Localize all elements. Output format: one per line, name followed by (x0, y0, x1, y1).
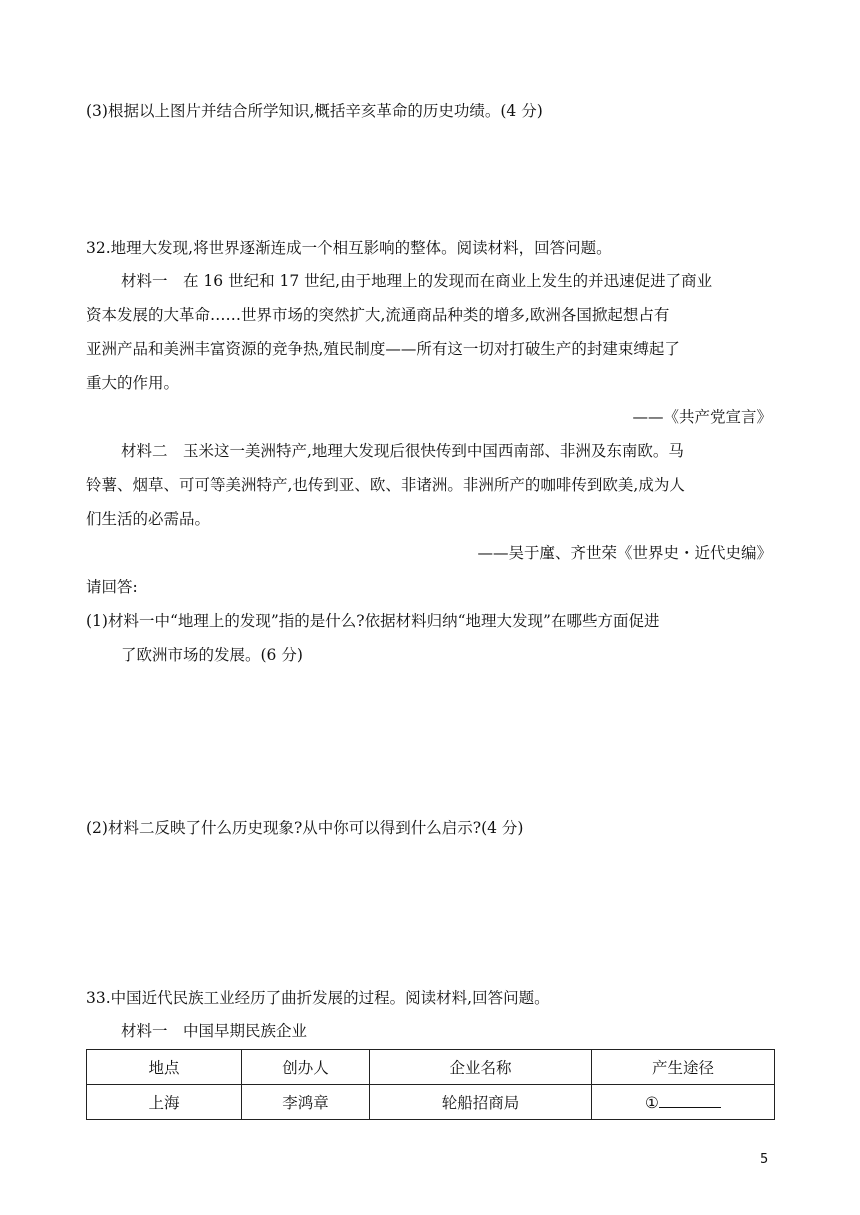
q32-sub2: (2)材料二反映了什么历史现象?从中你可以得到什么启示?(4 分) (86, 819, 524, 837)
q32-material2-line2: 铃薯、烟草、可可等美洲特产,也传到亚、欧、非诸洲。非洲所产的咖啡传到欧美,成为人 (86, 476, 685, 494)
q31-sub3: (3)根据以上图片并结合所学知识,概括辛亥革命的历史功绩。(4 分) (86, 102, 543, 120)
page-number: 5 (760, 1152, 769, 1167)
table-cell-answer[interactable] (592, 1085, 775, 1120)
enterprise-table (86, 1049, 775, 1120)
q32-ask: 请回答: (86, 578, 138, 596)
q32-material1-line4: 重大的作用。 (86, 374, 180, 392)
table-header-row (87, 1050, 775, 1085)
table-header-cell: 企业名称 (370, 1050, 592, 1085)
q32-material2-line3: 们生活的必需品。 (86, 510, 211, 528)
q32-material1-line3: 亚洲产品和美洲丰富资源的竞争热,殖民制度——所有这一切对打破生产的封建束缚起了 (86, 340, 680, 358)
table-cell: 轮船招商局 (370, 1085, 592, 1120)
q33-material1: 材料一 中国早期民族企业 (121, 1022, 308, 1040)
table-header-cell: 地点 (87, 1050, 242, 1085)
q32-material1-source: ——《共产党宣言》 (632, 408, 772, 426)
q32-material1-line1: 材料一 在 16 世纪和 17 世纪,由于地理上的发现而在商业上发生的并迅速促进了商业 (121, 272, 713, 290)
q33-stem: 33.中国近代民族工业经历了曲折发展的过程。阅读材料,回答问题。 (86, 989, 550, 1007)
q32-material2-source: ——吴于廑、齐世荣《世界史・近代史编》 (477, 544, 772, 562)
table-cell: 上海 (87, 1085, 242, 1120)
table-row (87, 1085, 775, 1120)
table-cell: 李鸿章 (242, 1085, 370, 1120)
answer-marker: ① (645, 1093, 659, 1112)
q32-sub1-line2: 了欧洲市场的发展。(6 分) (121, 646, 303, 664)
q32-sub1-line1: (1)材料一中“地理上的发现”指的是什么?依据材料归纳“地理大发现”在哪些方面促进 (86, 612, 660, 630)
q32-material1-line2: 资本发展的大革命……世界市场的突然扩大,流通商品种类的增多,欧洲各国掀起想占有 (86, 306, 670, 324)
q32-material2-line1: 材料二 玉米这一美洲特产,地理大发现后很快传到中国西南部、非洲及东南欧。马 (121, 442, 684, 460)
table-header-cell: 产生途径 (592, 1050, 775, 1085)
q32-stem: 32.地理大发现,将世界逐渐连成一个相互影响的整体。阅读材料，回答问题。 (86, 239, 612, 257)
table-header-cell: 创办人 (242, 1050, 370, 1085)
answer-blank[interactable] (659, 1093, 721, 1108)
